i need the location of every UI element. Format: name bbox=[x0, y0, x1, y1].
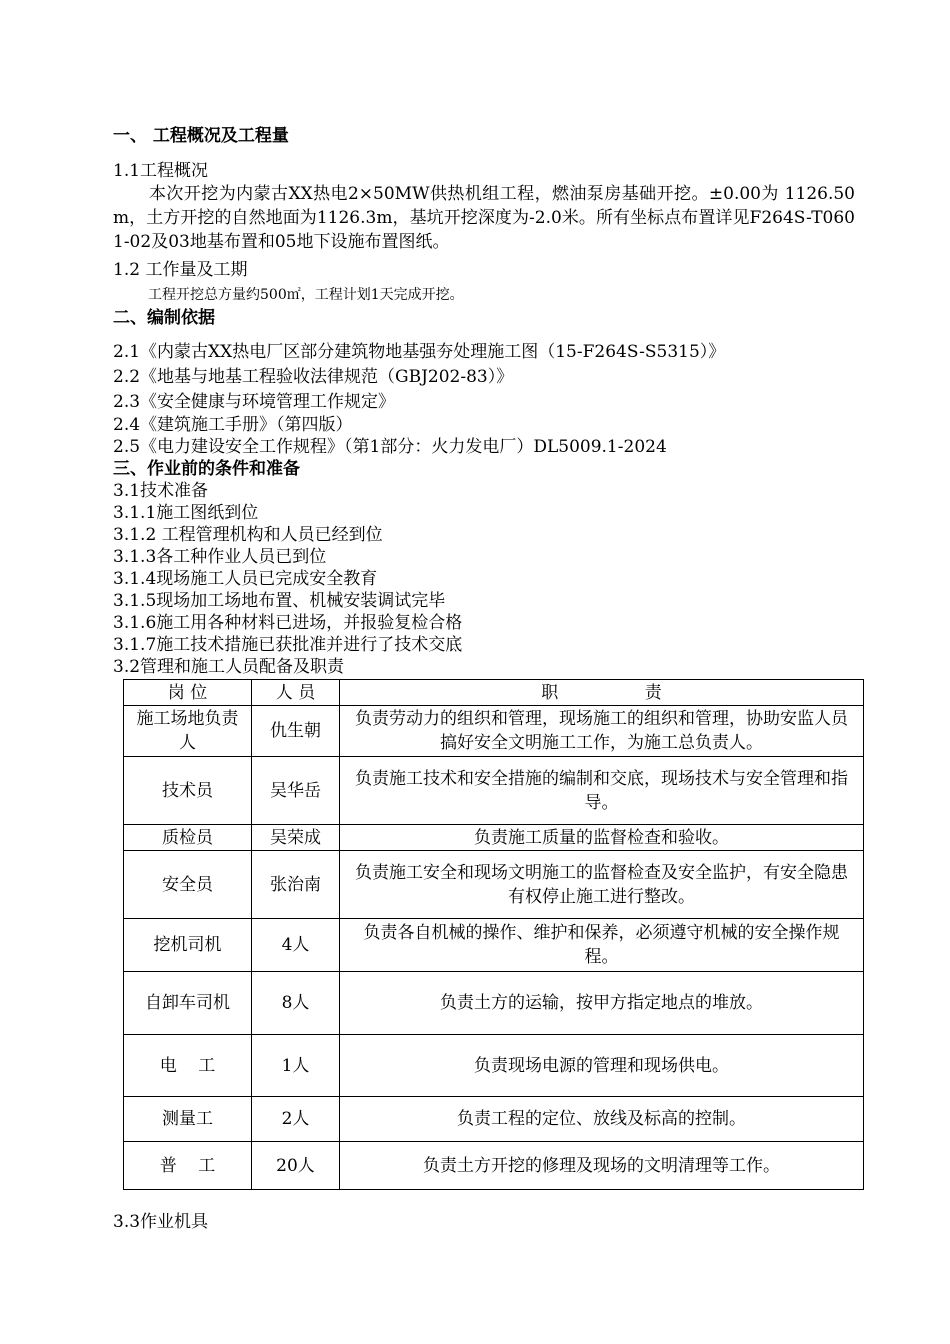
person-cell: 1人 bbox=[252, 1035, 340, 1097]
section-2-heading: 二、编制依据 bbox=[113, 308, 215, 328]
basis-item: 2.4《建筑施工手册》（第四版） bbox=[113, 415, 353, 435]
table-row bbox=[124, 1142, 864, 1190]
person-cell: 张治南 bbox=[252, 851, 340, 919]
post-cell: 施工场地负责人 bbox=[124, 706, 252, 757]
duty-cell: 负责土方的运输，按甲方指定地点的堆放。 bbox=[340, 972, 864, 1035]
post-cell: 测量工 bbox=[124, 1097, 252, 1142]
post-cell: 质检员 bbox=[124, 825, 252, 851]
prep-item: 3.1.2 工程管理机构和人员已经到位 bbox=[113, 525, 383, 545]
header-duty: 职 责 bbox=[340, 680, 864, 706]
section-3-2-title: 3.2管理和施工人员配备及职责 bbox=[113, 657, 345, 677]
duty-cell: 负责劳动力的组织和管理，现场施工的组织和管理，协助安监人员搞好安全文明施工工作，为施工总负责人。 bbox=[340, 706, 864, 757]
duty-cell: 负责施工技术和安全措施的编制和交底，现场技术与安全管理和指导。 bbox=[340, 757, 864, 825]
prep-item: 3.1.3各工种作业人员已到位 bbox=[113, 547, 327, 567]
duty-cell: 负责施工质量的监督检查和验收。 bbox=[340, 825, 864, 851]
duty-cell: 负责工程的定位、放线及标高的控制。 bbox=[340, 1097, 864, 1142]
duty-cell: 负责各自机械的操作、维护和保养，必须遵守机械的安全操作规程。 bbox=[340, 919, 864, 972]
section-3-heading: 三、作业前的条件和准备 bbox=[113, 459, 300, 479]
person-cell: 8人 bbox=[252, 972, 340, 1035]
duty-cell: 负责土方开挖的修理及现场的文明清理等工作。 bbox=[340, 1142, 864, 1190]
person-cell: 2人 bbox=[252, 1097, 340, 1142]
section-1-2-title: 1.2 工作量及工期 bbox=[113, 260, 248, 280]
section-3-1-title: 3.1技术准备 bbox=[113, 481, 209, 501]
basis-item: 2.3《安全健康与环境管理工作规定》 bbox=[113, 392, 396, 412]
table-row bbox=[124, 972, 864, 1035]
post-cell: 自卸车司机 bbox=[124, 972, 252, 1035]
duty-cell: 负责施工安全和现场文明施工的监督检查及安全监护，有安全隐患有权停止施工进行整改。 bbox=[340, 851, 864, 919]
section-1-1-title: 1.1工程概况 bbox=[113, 161, 209, 181]
header-post: 岗 位 bbox=[124, 680, 252, 706]
post-cell: 普 工 bbox=[124, 1142, 252, 1190]
table-row bbox=[124, 1035, 864, 1097]
post-cell: 安全员 bbox=[124, 851, 252, 919]
basis-item: 2.5《电力建设安全工作规程》（第1部分：火力发电厂）DL5009.1-2024 bbox=[113, 437, 667, 457]
section-3-3-title: 3.3作业机具 bbox=[113, 1212, 209, 1232]
post-cell: 电 工 bbox=[124, 1035, 252, 1097]
person-cell: 20人 bbox=[252, 1142, 340, 1190]
duty-cell: 负责现场电源的管理和现场供电。 bbox=[340, 1035, 864, 1097]
table-row bbox=[124, 851, 864, 919]
table-header-row bbox=[124, 680, 864, 706]
post-cell: 技术员 bbox=[124, 757, 252, 825]
table-row bbox=[124, 757, 864, 825]
header-person: 人 员 bbox=[252, 680, 340, 706]
prep-item: 3.1.1施工图纸到位 bbox=[113, 503, 259, 523]
prep-item: 3.1.4现场施工人员已完成安全教育 bbox=[113, 569, 378, 589]
table-row bbox=[124, 706, 864, 757]
prep-item: 3.1.6施工用各种材料已进场，并报验复检合格 bbox=[113, 613, 463, 633]
basis-item: 2.2《地基与地基工程验收法律规范（GBJ202-83）》 bbox=[113, 367, 514, 387]
table-row bbox=[124, 825, 864, 851]
section-1-1-text: 本次开挖为内蒙古XX热电2×50MW供热机组工程，燃油泵房基础开挖。±0.00为 1126.50m，土方开挖的自然地面为1126.3m，基坑开挖深度为-2.0米。所有坐标点布置详见F264S-T0601-02及03地基布置和05地下设施布置图纸。 bbox=[113, 184, 855, 252]
prep-item: 3.1.7施工技术措施已获批准并进行了技术交底 bbox=[113, 635, 463, 655]
basis-item: 2.1《内蒙古XX热电厂区部分建筑物地基强夯处理施工图（15-F264S-S5315）》 bbox=[113, 342, 726, 362]
person-cell: 吴华岳 bbox=[252, 757, 340, 825]
section-1-heading: 一、 工程概况及工程量 bbox=[113, 126, 289, 146]
table-row bbox=[124, 919, 864, 972]
post-cell: 挖机司机 bbox=[124, 919, 252, 972]
person-cell: 仇生朝 bbox=[252, 706, 340, 757]
person-cell: 吴荣成 bbox=[252, 825, 340, 851]
person-cell: 4人 bbox=[252, 919, 340, 972]
staff-duty-table bbox=[123, 679, 864, 1190]
section-1-2-text: 工程开挖总方量约500㎡，工程计划1天完成开挖。 bbox=[148, 287, 464, 303]
prep-item: 3.1.5现场加工场地布置、机械安装调试完毕 bbox=[113, 591, 446, 611]
table-row bbox=[124, 1097, 864, 1142]
